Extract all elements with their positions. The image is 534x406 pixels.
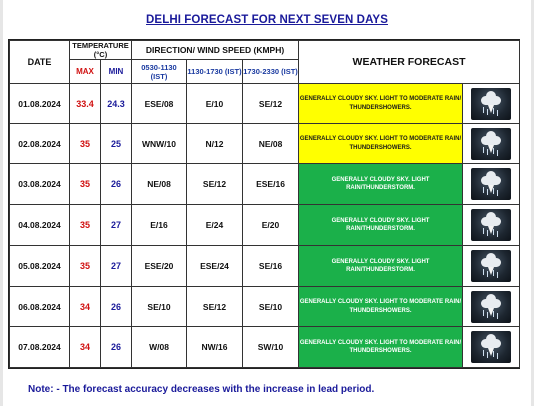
forecast-text-cell: GENERALLY CLOUDY SKY. LIGHT TO MODERATE RAIN/ THUNDERSHOWERS. bbox=[299, 84, 463, 124]
forecast-table bbox=[9, 40, 520, 368]
forecast-icon-cell bbox=[463, 124, 520, 164]
max-temp-cell: 34 bbox=[70, 327, 101, 368]
max-temp-cell: 35 bbox=[70, 246, 101, 287]
header-slot-evening: 1730-2330 (IST) bbox=[243, 60, 299, 84]
forecast-text-cell: GENERALLY CLOUDY SKY. LIGHT TO MODERATE RAIN/ THUNDERSHOWERS. bbox=[299, 124, 463, 164]
wind-evening-cell: NE/08 bbox=[243, 124, 299, 164]
wind-morning-cell: E/16 bbox=[132, 205, 187, 246]
table-row bbox=[10, 84, 520, 124]
wind-evening-cell: SW/10 bbox=[243, 327, 299, 368]
thunderstorm-icon bbox=[471, 128, 511, 160]
thunderstorm-icon bbox=[471, 250, 511, 282]
wind-morning-cell: ESE/20 bbox=[132, 246, 187, 287]
thunderstorm-icon bbox=[471, 209, 511, 241]
forecast-table-wrapper bbox=[8, 39, 520, 369]
forecast-icon-cell bbox=[463, 327, 520, 368]
wind-evening-cell: E/20 bbox=[243, 205, 299, 246]
min-temp-cell: 26 bbox=[101, 164, 132, 205]
wind-morning-cell: NE/08 bbox=[132, 164, 187, 205]
date-cell: 03.08.2024 bbox=[10, 164, 70, 205]
wind-afternoon-cell: NW/16 bbox=[187, 327, 243, 368]
page-title: DELHI FORECAST FOR NEXT SEVEN DAYS bbox=[146, 14, 388, 26]
forecast-icon-cell bbox=[463, 164, 520, 205]
min-temp-cell: 25 bbox=[101, 124, 132, 164]
header-date: DATE bbox=[10, 41, 70, 84]
wind-afternoon-cell: E/10 bbox=[187, 84, 243, 124]
forecast-text-cell: GENERALLY CLOUDY SKY. LIGHT TO MODERATE RAIN/ THUNDERSHOWERS. bbox=[299, 327, 463, 368]
header-temperature-label: TEMPERATURE bbox=[72, 41, 129, 50]
wind-evening-cell: SE/16 bbox=[243, 246, 299, 287]
wind-evening-cell: SE/10 bbox=[243, 287, 299, 327]
thunderstorm-icon bbox=[471, 291, 511, 323]
page-edge-left bbox=[0, 0, 3, 406]
wind-afternoon-cell: N/12 bbox=[187, 124, 243, 164]
forecast-icon-cell bbox=[463, 205, 520, 246]
thunderstorm-icon bbox=[471, 88, 511, 120]
header-direction: DIRECTION/ WIND SPEED (KMPH) bbox=[132, 41, 299, 60]
wind-evening-cell: ESE/16 bbox=[243, 164, 299, 205]
wind-afternoon-cell: ESE/24 bbox=[187, 246, 243, 287]
forecast-icon-cell bbox=[463, 287, 520, 327]
date-cell: 05.08.2024 bbox=[10, 246, 70, 287]
header-temperature-unit: (°C) bbox=[93, 50, 108, 59]
wind-afternoon-cell: E/24 bbox=[187, 205, 243, 246]
date-cell: 01.08.2024 bbox=[10, 84, 70, 124]
forecast-text-cell: GENERALLY CLOUDY SKY. LIGHT RAIN/THUNDERSTORM. bbox=[299, 205, 463, 246]
wind-afternoon-cell: SE/12 bbox=[187, 287, 243, 327]
header-slot-afternoon: 1130-1730 (IST) bbox=[187, 60, 243, 84]
min-temp-cell: 27 bbox=[101, 205, 132, 246]
max-temp-cell: 35 bbox=[70, 205, 101, 246]
date-cell: 02.08.2024 bbox=[10, 124, 70, 164]
min-temp-cell: 24.3 bbox=[101, 84, 132, 124]
min-temp-cell: 26 bbox=[101, 327, 132, 368]
wind-morning-cell: ESE/08 bbox=[132, 84, 187, 124]
forecast-text-cell: GENERALLY CLOUDY SKY. LIGHT TO MODERATE RAIN/ THUNDERSHOWERS. bbox=[299, 287, 463, 327]
max-temp-cell: 34 bbox=[70, 287, 101, 327]
wind-afternoon-cell: SE/12 bbox=[187, 164, 243, 205]
footer-note: Note: - The forecast accuracy decreases with the increase in lead period. bbox=[28, 384, 375, 395]
header-temperature bbox=[70, 41, 132, 60]
header-min: MIN bbox=[101, 60, 132, 84]
forecast-icon-cell bbox=[463, 246, 520, 287]
header-slot-morning: 0530-1130 (IST) bbox=[132, 60, 187, 84]
table-row bbox=[10, 124, 520, 164]
header-weather-forecast: WEATHER FORECAST bbox=[299, 41, 520, 84]
min-temp-cell: 26 bbox=[101, 287, 132, 327]
header-max: MAX bbox=[70, 60, 101, 84]
date-cell: 07.08.2024 bbox=[10, 327, 70, 368]
date-cell: 04.08.2024 bbox=[10, 205, 70, 246]
max-temp-cell: 33.4 bbox=[70, 84, 101, 124]
table-row bbox=[10, 205, 520, 246]
table-row bbox=[10, 246, 520, 287]
max-temp-cell: 35 bbox=[70, 164, 101, 205]
forecast-text-cell: GENERALLY CLOUDY SKY. LIGHT RAIN/THUNDERSTORM. bbox=[299, 246, 463, 287]
thunderstorm-icon bbox=[471, 331, 511, 363]
table-row bbox=[10, 287, 520, 327]
forecast-table-body bbox=[10, 84, 520, 368]
forecast-icon-cell bbox=[463, 84, 520, 124]
forecast-text-cell: GENERALLY CLOUDY SKY. LIGHT RAIN/THUNDERSTORM. bbox=[299, 164, 463, 205]
max-temp-cell: 35 bbox=[70, 124, 101, 164]
table-row bbox=[10, 164, 520, 205]
thunderstorm-icon bbox=[471, 168, 511, 200]
wind-evening-cell: SE/12 bbox=[243, 84, 299, 124]
wind-morning-cell: WNW/10 bbox=[132, 124, 187, 164]
wind-morning-cell: W/08 bbox=[132, 327, 187, 368]
min-temp-cell: 27 bbox=[101, 246, 132, 287]
table-row bbox=[10, 327, 520, 368]
wind-morning-cell: SE/10 bbox=[132, 287, 187, 327]
date-cell: 06.08.2024 bbox=[10, 287, 70, 327]
